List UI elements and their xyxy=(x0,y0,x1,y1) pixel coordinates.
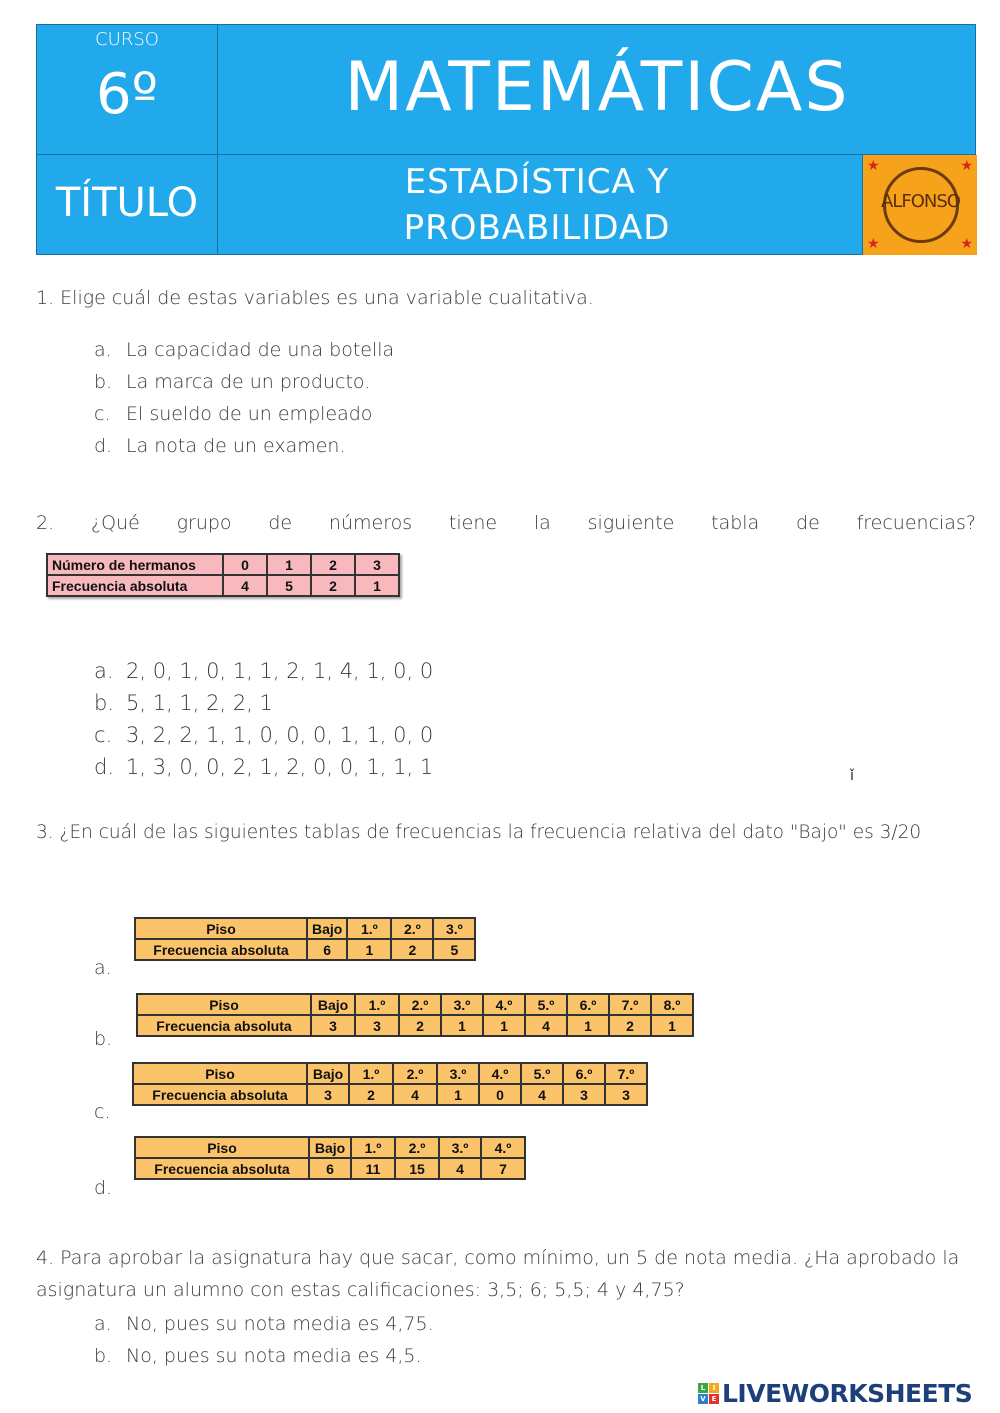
logo-text: ALFONSO xyxy=(881,191,960,212)
table-cell: 3 xyxy=(355,1015,399,1036)
question-3-text: 3. ¿En cuál de las siguientes tablas de frecuencias la frecuencia relativa del dato "Bajo" es 3/20 xyxy=(36,822,922,843)
table-cell: 1 xyxy=(567,1015,609,1036)
header-divider xyxy=(37,154,975,155)
option-item[interactable] xyxy=(94,430,394,462)
table-cell: 3.º xyxy=(433,918,475,939)
table-cell: 1.º xyxy=(349,1063,393,1084)
table-cell: 2.º xyxy=(395,1137,439,1158)
table-cell: 1 xyxy=(441,1015,483,1036)
option-letter: d. xyxy=(94,755,115,779)
option-letter: b. xyxy=(94,371,113,393)
table-cell: 3.º xyxy=(437,1063,479,1084)
table-cell: 4 xyxy=(521,1084,563,1105)
course-value: 6º xyxy=(95,62,158,127)
table-row xyxy=(135,939,475,960)
question-word: tiene xyxy=(448,512,498,534)
table-cell: 5 xyxy=(267,575,311,596)
option-text: La capacidad de una botella xyxy=(126,339,395,361)
option-letter[interactable]: b. xyxy=(94,1028,113,1050)
table-cell: 6.º xyxy=(563,1063,605,1084)
table-header-cell: Frecuencia absoluta xyxy=(135,939,307,960)
table-cell: 2 xyxy=(399,1015,441,1036)
table-cell: 8.º xyxy=(651,994,693,1015)
table-cell: 2.º xyxy=(391,918,433,939)
badge-letter: E xyxy=(709,1394,719,1404)
table-cell: 7.º xyxy=(609,994,651,1015)
page-title: MATEMÁTICAS xyxy=(344,48,850,127)
option-letter: d. xyxy=(94,435,113,457)
table-cell: 5 xyxy=(433,939,475,960)
topic-line-1: ESTADÍSTICA Y xyxy=(404,162,670,202)
table-cell: 2.º xyxy=(393,1063,437,1084)
floor-table-d xyxy=(134,1136,526,1180)
option-letter[interactable]: c. xyxy=(94,1101,111,1123)
star-icon: ★ xyxy=(867,158,880,174)
table-cell: 2.º xyxy=(399,994,441,1015)
question-1-text: 1. Elige cuál de estas variables es una variable cualitativa. xyxy=(36,287,594,309)
table-cell: 4.º xyxy=(481,1137,525,1158)
option-item[interactable] xyxy=(94,366,394,398)
table-cell: 1 xyxy=(651,1015,693,1036)
question-4-line-2: asignatura un alumno con estas calificaciones: 3,5; 6; 5,5; 4 y 4,75? xyxy=(36,1279,685,1301)
table-cell: 2 xyxy=(311,575,355,596)
table-cell: 3.º xyxy=(441,994,483,1015)
option-item[interactable] xyxy=(94,751,433,783)
liveworksheets-logo-icon xyxy=(698,1383,719,1404)
option-text: No, pues su nota media es 4,5. xyxy=(126,1345,422,1367)
table-cell: 2 xyxy=(311,554,355,575)
badge-letter: I xyxy=(709,1383,719,1393)
star-icon: ★ xyxy=(960,158,973,174)
table-cell: 1.º xyxy=(347,918,391,939)
question-word: de xyxy=(796,512,820,534)
table-cell: 1 xyxy=(483,1015,525,1036)
siblings-frequency-table xyxy=(46,553,400,597)
table-cell: 6 xyxy=(309,1158,351,1179)
option-text: No, pues su nota media es 4,75. xyxy=(126,1313,434,1335)
question-word: números xyxy=(328,512,413,534)
option-item[interactable] xyxy=(94,1340,434,1372)
table-cell: 4.º xyxy=(483,994,525,1015)
table-row xyxy=(135,1137,525,1158)
question-word: frecuencias? xyxy=(856,512,976,534)
badge-letter: L xyxy=(698,1383,708,1393)
table-cell: 6 xyxy=(307,939,347,960)
table-cell: 11 xyxy=(351,1158,395,1179)
question-word: grupo xyxy=(176,512,232,534)
question-2-text xyxy=(36,512,976,534)
question-4-line-1: 4. Para aprobar la asignatura hay que sacar, como mínimo, un 5 de nota media. ¿Ha aprobado la xyxy=(36,1247,960,1269)
table-cell: Bajo xyxy=(307,918,347,939)
question-word: la xyxy=(533,512,551,534)
table-cell: 1 xyxy=(267,554,311,575)
table-row xyxy=(137,994,693,1015)
table-cell: 4 xyxy=(525,1015,567,1036)
table-row xyxy=(133,1084,647,1105)
question-word: de xyxy=(268,512,293,534)
topic-line-2: PROBABILIDAD xyxy=(403,208,671,248)
table-cell: 0 xyxy=(223,554,267,575)
table-cell: Bajo xyxy=(309,1137,351,1158)
option-item[interactable] xyxy=(94,1308,434,1340)
table-header-cell: Número de hermanos xyxy=(47,554,223,575)
table-cell: 3 xyxy=(307,1084,349,1105)
table-header-cell: Frecuencia absoluta xyxy=(137,1015,311,1036)
option-letter: a. xyxy=(94,659,114,683)
question-word: tabla xyxy=(711,512,760,534)
topic-title xyxy=(217,159,857,251)
option-item[interactable] xyxy=(94,334,394,366)
option-letter: b. xyxy=(94,1345,113,1367)
table-header-cell: Piso xyxy=(135,918,307,939)
option-item[interactable] xyxy=(94,719,433,751)
worksheet-header xyxy=(36,24,976,255)
table-cell: 7 xyxy=(481,1158,525,1179)
option-letter: c. xyxy=(94,403,111,425)
table-cell: 1 xyxy=(347,939,391,960)
table-cell: 3 xyxy=(563,1084,605,1105)
course-label: CURSO xyxy=(95,29,159,50)
option-text: 2, 0, 1, 0, 1, 1, 2, 1, 4, 1, 0, 0 xyxy=(126,659,434,683)
question-4-options xyxy=(94,1308,434,1372)
floor-table-b xyxy=(136,993,694,1037)
table-header-cell: Piso xyxy=(137,994,311,1015)
table-row xyxy=(133,1063,647,1084)
table-cell: 3 xyxy=(311,1015,355,1036)
option-letter: c. xyxy=(94,723,113,747)
liveworksheets-watermark xyxy=(698,1380,972,1406)
question-word: ¿Qué xyxy=(90,512,140,534)
table-cell: 5.º xyxy=(521,1063,563,1084)
table-cell: Bajo xyxy=(307,1063,349,1084)
table-cell: 2 xyxy=(391,939,433,960)
table-cell: 2 xyxy=(349,1084,393,1105)
table-header-cell: Frecuencia absoluta xyxy=(133,1084,307,1105)
table-cell: Bajo xyxy=(311,994,355,1015)
option-item[interactable] xyxy=(94,687,433,719)
question-1-options xyxy=(94,334,394,462)
option-letter: a. xyxy=(94,339,112,361)
table-cell: 4 xyxy=(393,1084,437,1105)
table-row xyxy=(47,554,399,575)
table-cell: 1 xyxy=(437,1084,479,1105)
table-cell: 4.º xyxy=(479,1063,521,1084)
table-cell: 3 xyxy=(605,1084,647,1105)
table-cell: 3 xyxy=(355,554,399,575)
question-2-options xyxy=(94,655,433,783)
table-header-cell: Piso xyxy=(133,1063,307,1084)
title-label: TÍTULO xyxy=(55,180,199,226)
table-row xyxy=(47,575,399,596)
table-header-cell: Piso xyxy=(135,1137,309,1158)
option-letter: a. xyxy=(94,1313,112,1335)
table-cell: 5.º xyxy=(525,994,567,1015)
option-letter[interactable]: a. xyxy=(94,957,112,979)
table-row xyxy=(137,1015,693,1036)
option-text: El sueldo de un empleado xyxy=(126,403,373,425)
table-cell: 2 xyxy=(609,1015,651,1036)
table-row xyxy=(135,918,475,939)
option-letter[interactable]: d. xyxy=(94,1177,113,1199)
star-icon: ★ xyxy=(960,236,973,252)
option-text: La nota de un examen. xyxy=(126,435,346,457)
option-item[interactable] xyxy=(94,655,433,687)
floor-table-a xyxy=(134,917,476,961)
question-word: siguiente xyxy=(587,512,675,534)
school-logo xyxy=(862,155,977,255)
option-text: La marca de un producto. xyxy=(126,371,371,393)
table-cell: 1 xyxy=(355,575,399,596)
table-cell: 6.º xyxy=(567,994,609,1015)
option-item[interactable] xyxy=(94,398,394,430)
table-cell: 4 xyxy=(223,575,267,596)
option-text: 5, 1, 1, 2, 2, 1 xyxy=(126,691,273,715)
table-cell: 0 xyxy=(479,1084,521,1105)
option-text: 3, 2, 2, 1, 1, 0, 0, 0, 1, 1, 0, 0 xyxy=(126,723,434,747)
table-header-cell: Frecuencia absoluta xyxy=(47,575,223,596)
table-cell: 1.º xyxy=(355,994,399,1015)
table-cell: 7.º xyxy=(605,1063,647,1084)
floor-table-c xyxy=(132,1062,648,1106)
table-cell: 15 xyxy=(395,1158,439,1179)
table-cell: 1.º xyxy=(351,1137,395,1158)
watermark-text: LIVEWORKSHEETS xyxy=(722,1378,973,1408)
table-header-cell: Frecuencia absoluta xyxy=(135,1158,309,1179)
badge-letter: V xyxy=(698,1394,708,1404)
question-word: 2. xyxy=(36,512,55,534)
star-icon: ★ xyxy=(867,236,880,252)
option-letter: b. xyxy=(94,691,115,715)
table-cell: 4 xyxy=(439,1158,481,1179)
table-row xyxy=(135,1158,525,1179)
table-cell: 3.º xyxy=(439,1137,481,1158)
option-text: 1, 3, 0, 0, 2, 1, 2, 0, 0, 1, 1, 1 xyxy=(126,755,434,779)
stray-mark: ǐ xyxy=(850,768,854,784)
